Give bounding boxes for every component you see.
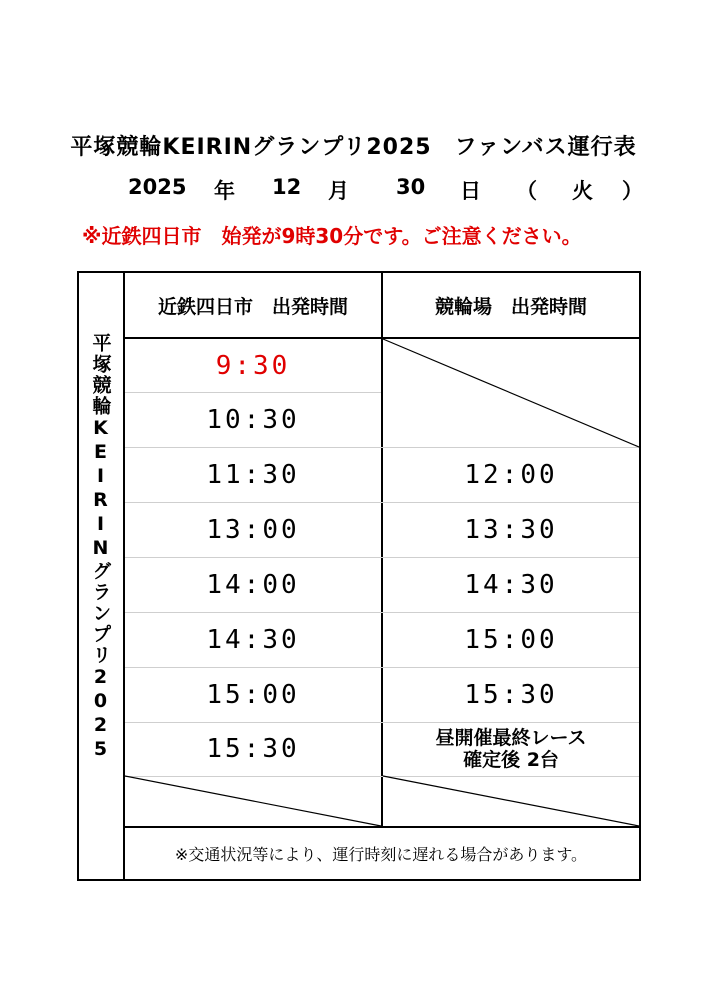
- velodrome-departure-time: 14:30: [464, 570, 558, 600]
- departure-notice: ※近鉄四日市 始発が9時30分です。ご注意ください。: [82, 224, 582, 248]
- col-header-kintetsu: 近鉄四日市 出発時間: [157, 295, 348, 318]
- velodrome-last-departure-note: [383, 722, 639, 776]
- kintetsu-departure-time: 13:00: [206, 515, 300, 545]
- kintetsu-departure-time: 14:00: [206, 570, 300, 600]
- timetable: [77, 271, 641, 881]
- kintetsu-departure-time: 11:30: [206, 460, 300, 490]
- date-day: 30: [396, 175, 426, 199]
- velodrome-departure-time: 15:00: [464, 625, 558, 655]
- empty-cell-strike: [383, 339, 639, 447]
- row-divider: [125, 776, 639, 777]
- last-race-line: 昼開催最終レース: [435, 727, 587, 749]
- velodrome-departure-time: 13:30: [464, 515, 558, 545]
- date-month-unit: 月: [328, 179, 349, 203]
- kintetsu-departure-time: 15:30: [206, 734, 300, 764]
- date-year: 2025: [128, 175, 187, 199]
- date-weekday: 火: [572, 179, 593, 203]
- service-date: [128, 175, 648, 203]
- velodrome-departure-time: 12:00: [464, 460, 558, 490]
- page-title: 平塚競輪KEIRINグランプリ2025 ファンバス運行表: [70, 135, 637, 160]
- traffic-footnote: ※交通状況等により、運行時刻に遅れる場合があります。: [174, 844, 588, 864]
- kintetsu-departure-time: 10:30: [206, 405, 300, 435]
- empty-cell-strike: [383, 776, 639, 826]
- date-day-unit: 日: [460, 179, 481, 203]
- velodrome-departure-time: 15:30: [464, 680, 558, 710]
- bus-count-line: 確定後 2台: [463, 749, 559, 771]
- date-month: 12: [272, 175, 302, 199]
- kintetsu-departure-time: 15:00: [206, 680, 300, 710]
- date-paren-close: ）: [622, 179, 643, 203]
- kintetsu-departure-time: 9:30: [215, 351, 291, 381]
- empty-cell-strike: [125, 776, 381, 826]
- date-year-unit: 年: [214, 179, 235, 203]
- col-header-velodrome: 競輪場 出発時間: [434, 295, 587, 318]
- side-label: 平塚競輪KEIRINグランプリ2025: [89, 333, 112, 762]
- kintetsu-departure-time: 14:30: [206, 625, 300, 655]
- date-paren-open: （: [516, 179, 537, 203]
